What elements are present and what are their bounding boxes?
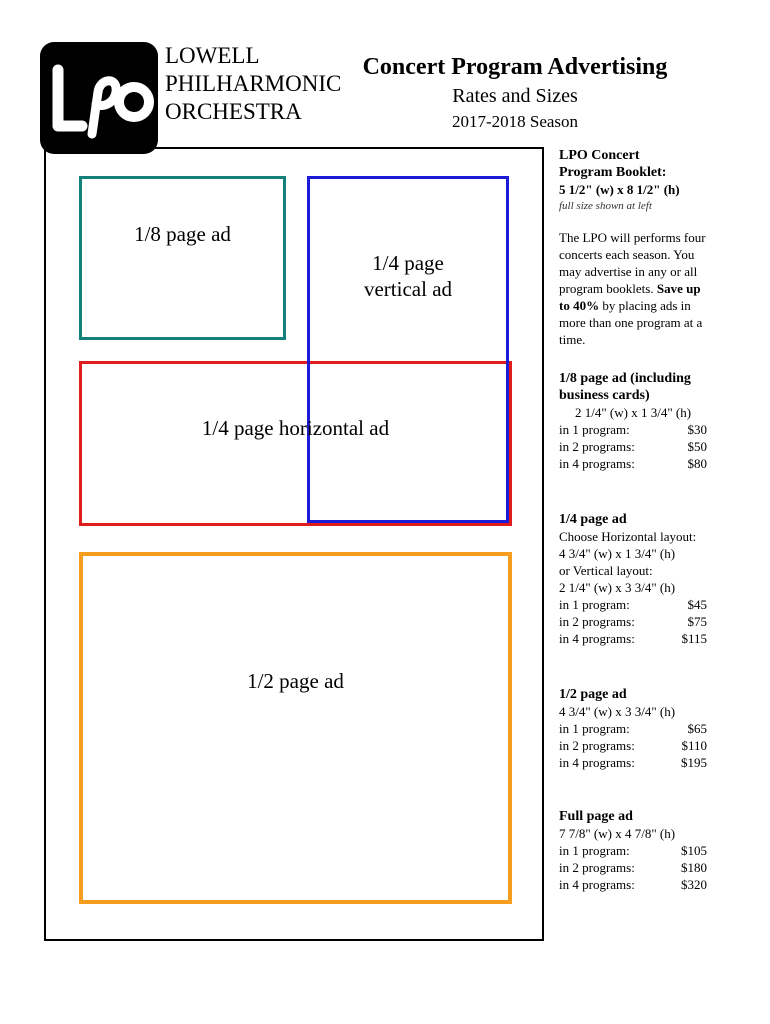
booklet-desc-line2: concerts each season. You — [559, 247, 695, 262]
price-row-label: in 4 programs: — [559, 631, 635, 646]
price-row — [559, 876, 707, 893]
price-row-label: in 4 programs: — [559, 755, 635, 770]
price-row-value: $65 — [687, 721, 707, 736]
booklet-desc-line7: time. — [559, 332, 586, 347]
quarter-page-vertical-ad-label — [307, 250, 509, 302]
eighth-size: 2 1/4" (w) x 1 3/4" (h) — [575, 405, 692, 420]
price-row-label: in 4 programs: — [559, 877, 635, 892]
booklet-desc-line3: may advertise in any or all — [559, 264, 698, 279]
booklet-desc-line4 — [559, 280, 759, 297]
quarter-line4: 2 1/4" (w) x 3 3/4" (h) — [559, 580, 676, 595]
season-label: 2017-2018 Season — [451, 112, 579, 131]
price-row — [559, 859, 707, 876]
price-row — [559, 596, 707, 613]
price-row-value: $45 — [687, 597, 707, 612]
booklet-desc-text: program booklets. — [559, 281, 654, 296]
price-row-value: $80 — [687, 456, 707, 471]
eighth-title-line2: business cards) — [559, 388, 650, 403]
full-size: 7 7/8" (w) x 4 7/8" (h) — [559, 826, 676, 841]
lpo-logo-icon — [40, 42, 158, 154]
booklet-title-line1: LPO Concert — [559, 148, 640, 163]
price-row-value: $75 — [687, 614, 707, 629]
quarter-line1: Choose Horizontal layout: — [559, 529, 697, 544]
booklet-size: 5 1/2" (w) x 8 1/2" (h) — [559, 182, 680, 197]
quarter-line3: or Vertical layout: — [559, 563, 653, 578]
booklet-title-line2: Program Booklet: — [559, 165, 667, 180]
price-row — [559, 842, 707, 859]
full-page-pricing — [559, 808, 759, 893]
booklet-desc-text2: by placing ads in — [602, 298, 691, 313]
booklet-desc-line5 — [559, 297, 759, 314]
quarter-line2: 4 3/4" (w) x 1 3/4" (h) — [559, 546, 676, 561]
price-row — [559, 737, 707, 754]
price-row-value: $195 — [681, 755, 707, 770]
quarter-page-horizontal-ad-label: 1/4 page horizontal ad — [201, 416, 390, 440]
lpo-logo-graphic — [40, 42, 158, 154]
quarter-page-vertical-ad-box — [307, 176, 509, 523]
eighth-page-ad-box — [79, 176, 286, 340]
price-row-value: $105 — [681, 843, 707, 858]
eighth-title-line1: 1/8 page ad (including — [559, 371, 691, 386]
price-row — [559, 613, 707, 630]
org-name-line2: PHILHARMONIC — [165, 71, 342, 96]
document-subtitle: Rates and Sizes — [452, 85, 578, 107]
price-row — [559, 438, 707, 455]
vertical-label-line2: vertical ad — [363, 277, 453, 301]
price-row — [559, 455, 707, 472]
price-row — [559, 754, 707, 771]
price-row-label: in 1 program: — [559, 597, 630, 612]
price-row-value: $110 — [681, 738, 707, 753]
price-row — [559, 630, 707, 647]
booklet-note: full size shown at left — [559, 200, 652, 212]
half-page-ad-box — [79, 552, 512, 904]
half-page-ad-label: 1/2 page ad — [247, 669, 344, 693]
price-row-label: in 2 programs: — [559, 860, 635, 875]
booklet-desc-bold1: Save up — [656, 281, 701, 296]
full-title: Full page ad — [559, 809, 633, 824]
org-name-line1: LOWELL — [165, 43, 260, 68]
booklet-desc-line1: The LPO will performs four — [559, 230, 706, 245]
booklet-desc-line6: more than one program at a — [559, 315, 703, 330]
price-row-label: in 1 program: — [559, 721, 630, 736]
price-row-value: $115 — [681, 631, 707, 646]
org-name-line3: ORCHESTRA — [165, 99, 302, 124]
price-row-value: $320 — [681, 877, 707, 892]
half-page-pricing — [559, 686, 759, 771]
document-title: Concert Program Advertising — [362, 54, 668, 80]
vertical-label-line1: 1/4 page — [372, 251, 444, 275]
price-row — [559, 720, 707, 737]
half-title: 1/2 page ad — [559, 687, 627, 702]
eighth-page-pricing — [559, 370, 759, 472]
org-name — [165, 42, 341, 126]
quarter-title: 1/4 page ad — [559, 512, 627, 527]
price-row-label: in 1 program: — [559, 422, 630, 437]
price-row — [559, 421, 707, 438]
half-size: 4 3/4" (w) x 3 3/4" (h) — [559, 704, 676, 719]
price-row-label: in 4 programs: — [559, 456, 635, 471]
booklet-info — [559, 147, 759, 348]
booklet-desc-bold2: to 40% — [559, 298, 600, 313]
quarter-page-pricing — [559, 511, 759, 647]
price-row-value: $30 — [687, 422, 707, 437]
price-row-label: in 2 programs: — [559, 614, 635, 629]
eighth-page-ad-label: 1/8 page ad — [134, 222, 231, 246]
price-row-value: $50 — [687, 439, 707, 454]
price-row-label: in 2 programs: — [559, 738, 635, 753]
price-row-label: in 1 program: — [559, 843, 630, 858]
price-row-label: in 2 programs: — [559, 439, 635, 454]
price-row-value: $180 — [681, 860, 707, 875]
